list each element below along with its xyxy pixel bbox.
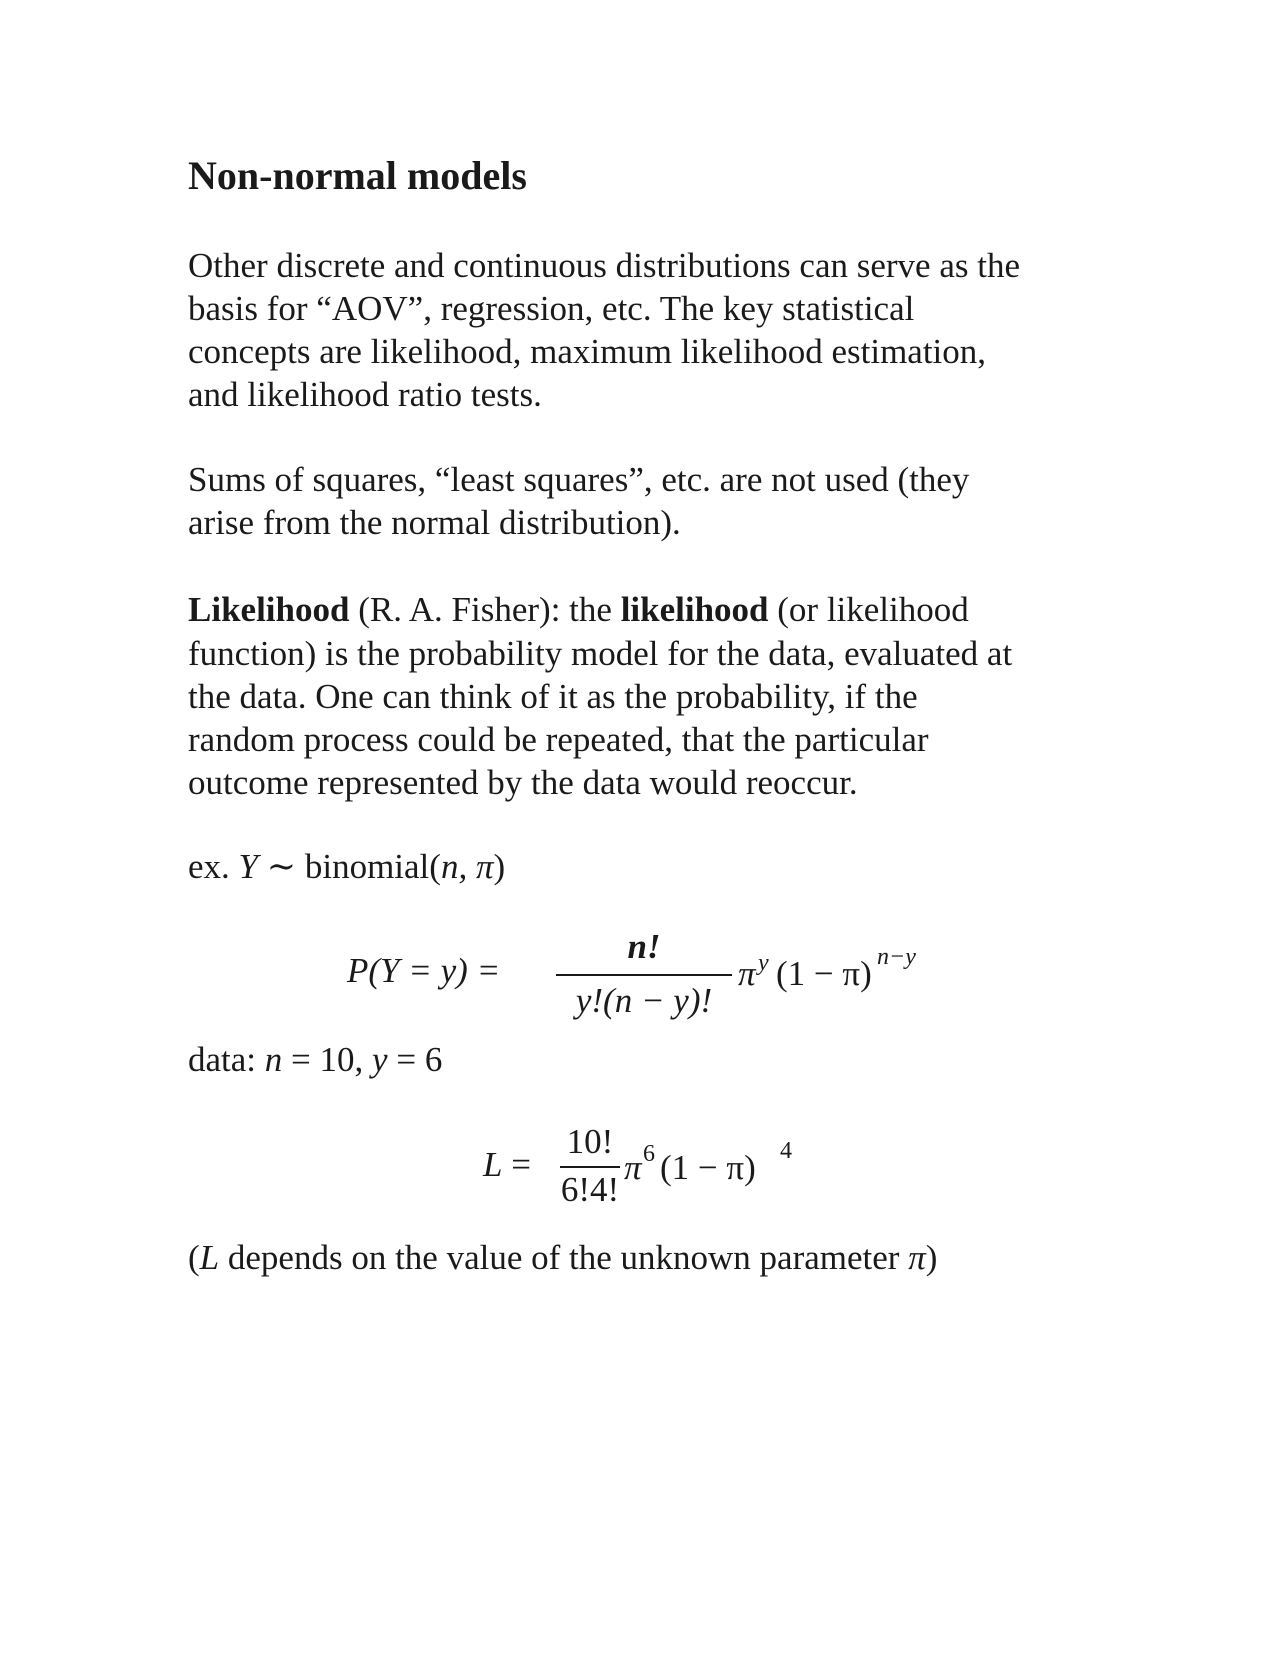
para3-line1 [188,588,969,632]
data-y-value: = 6 [387,1040,443,1079]
note-close: ) [925,1238,938,1277]
data-n-value: = 10, [282,1040,373,1079]
likelihood-term-defined: likelihood [620,590,769,629]
data-label: data: [188,1040,265,1079]
note-var: L [199,1238,220,1277]
eq1-pi: π [738,954,756,993]
para2-line2: arise from the normal distribution). [188,503,681,542]
eq2-pi: π [624,1148,642,1187]
para3-line3: the data. One can think of it as the probability, if the [188,677,918,716]
para3-line2: function) is the probability model for the data, evaluated at [188,634,1013,673]
eq2-fraction [560,1118,620,1214]
eq1-denominator: y!(n − y)! [575,981,713,1020]
note-open: ( [188,1238,200,1277]
note-text: depends on the value of the unknown parameter [219,1238,909,1277]
data-y-var: y [372,1040,388,1079]
note-pi: π [908,1238,926,1277]
eq1-fraction-bar [556,974,732,976]
likelihood-term: Likelihood [188,590,350,629]
example-prefix: ex. [188,847,239,886]
example-params: n, π [440,847,494,886]
example-line [188,845,505,889]
eq1-lhs: P(Y = y) = [347,951,501,990]
para1-line2: basis for “AOV”, regression, etc. The key statistical [188,289,915,328]
data-line [188,1038,442,1082]
eq1-pi-exponent: y [758,950,769,976]
eq1-factor: (1 − π) [776,954,872,993]
example-var: Y [238,847,259,886]
para1-line4: and likelihood ratio tests. [188,375,542,414]
eq2-lhs: L = [483,1145,531,1184]
para1-line3: concepts are likelihood, maximum likelihood estimation, [188,332,987,371]
eq1-factor-exponent: n−y [877,944,916,970]
eq2-denominator: 6!4! [560,1170,620,1209]
page-title: Non-normal models [188,153,527,198]
para2-line1: Sums of squares, “least squares”, etc. are not used (they [188,460,970,499]
eq1-numerator: n! [627,927,661,966]
example-tilde: ∼ [258,847,305,886]
eq2-numerator: 10! [566,1122,614,1161]
para3-line5: outcome represented by the data would reoccur. [188,763,858,802]
data-n-var: n [264,1040,283,1079]
para3-line1-end: (or likelihood [768,590,969,629]
example-close: ) [493,847,506,886]
eq2-fraction-bar [560,1166,620,1168]
para3-line4: random process could be repeated, that the particular [188,720,929,759]
eq2-pi-exponent: 6 [643,1141,655,1167]
para3-line1-mid: (R. A. Fisher): the [349,590,621,629]
eq2-factor: (1 − π) [660,1148,756,1187]
example-dist: binomial( [304,847,441,886]
para1-line1: Other discrete and continuous distributions can serve as the [188,246,1021,285]
note-line [188,1236,937,1280]
eq1-fraction [556,921,732,1031]
eq2-factor-exponent: 4 [780,1138,792,1164]
